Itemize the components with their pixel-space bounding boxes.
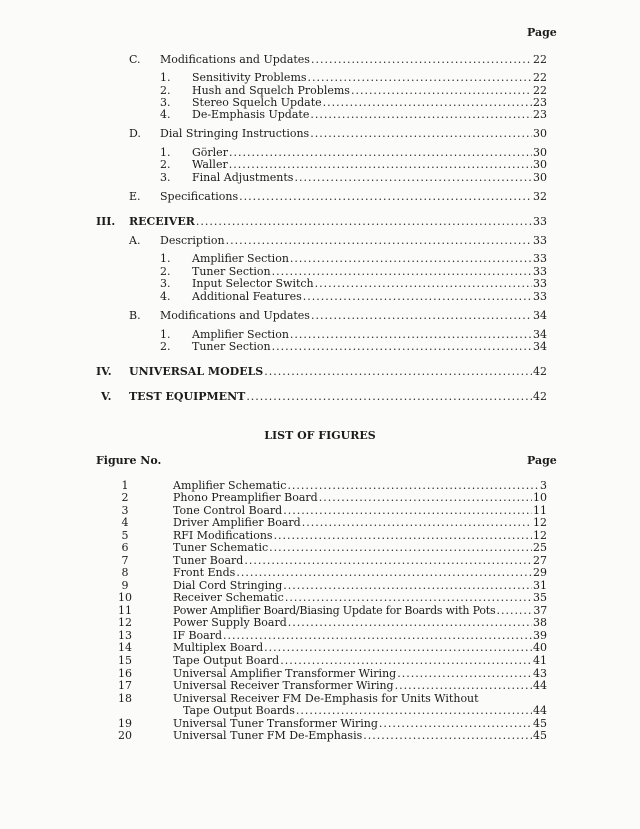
figure-entry — [173, 591, 547, 604]
toc-entry-title: Tuner Section — [192, 340, 271, 353]
figure-title: Universal Tuner Transformer Wiring — [173, 717, 378, 730]
toc-entry-title: Amplifier Section — [192, 328, 289, 341]
list-of-figures-heading: LIST OF FIGURES — [264, 429, 376, 442]
figure-number: 16 — [118, 667, 132, 680]
leader-dots — [272, 340, 532, 353]
toc-entry-title: Sensitivity Problems — [192, 71, 307, 84]
figure-page: 11 — [533, 504, 547, 517]
section-letter: C. — [129, 53, 141, 66]
figure-title: Tone Control Board — [173, 504, 283, 517]
leader-dots — [239, 190, 532, 203]
toc-entry-title: Modifications and Updates — [160, 309, 310, 322]
figure-page: 44 — [533, 704, 547, 717]
figure-number: 8 — [121, 566, 129, 579]
toc-entry-title: Specifications — [160, 190, 239, 203]
item-number: 3. — [160, 171, 171, 184]
toc-entry-title: Tuner Section — [192, 265, 271, 278]
figure-number: 3 — [121, 504, 129, 517]
figure-page: 31 — [533, 579, 547, 592]
figure-title: Tuner Schematic — [173, 541, 269, 554]
figure-page: 12 — [533, 529, 547, 542]
toc-entry — [192, 252, 547, 265]
leader-dots — [290, 252, 532, 265]
figure-title: Universal Amplifier Transformer Wiring — [173, 667, 397, 680]
toc-entry-page: 22 — [533, 84, 547, 97]
toc-entry — [192, 277, 547, 290]
toc-entry-title: RECEIVER — [129, 215, 195, 228]
figure-number: 18 — [118, 692, 132, 705]
toc-entry — [160, 234, 547, 247]
toc-entry-page: 30 — [533, 171, 547, 184]
leader-dots — [302, 516, 532, 529]
figure-title: Tuner Board — [173, 554, 244, 567]
leader-dots — [285, 591, 532, 604]
figure-number: 7 — [121, 554, 129, 567]
figure-page: 38 — [533, 616, 547, 629]
leader-dots — [311, 309, 532, 322]
leader-dots — [395, 679, 532, 692]
toc-entry-page: 30 — [533, 158, 547, 171]
toc-entry — [160, 309, 547, 322]
figure-page: 39 — [533, 629, 547, 642]
figure-entry — [173, 516, 547, 529]
leader-dots — [246, 390, 532, 403]
toc-entry-page: 32 — [533, 190, 547, 203]
figure-page: 10 — [533, 491, 547, 504]
leader-dots — [308, 71, 532, 84]
figure-title: Amplifier Schematic — [173, 479, 287, 492]
figure-number: 4 — [121, 516, 129, 529]
figure-title: Driver Amplifier Board — [173, 516, 301, 529]
toc-entry-page: 23 — [533, 108, 547, 121]
toc-entry-page: 34 — [533, 309, 547, 322]
toc-entry-title: Description — [160, 234, 225, 247]
figure-number: 9 — [121, 579, 129, 592]
figure-number: 11 — [118, 604, 132, 617]
item-number: 2. — [160, 340, 171, 353]
item-number: 1. — [160, 252, 171, 265]
toc-entry-page: 33 — [533, 290, 547, 303]
toc-entry — [192, 158, 547, 171]
toc-entry-title: TEST EQUIPMENT — [129, 390, 246, 403]
toc-entry-page: 34 — [533, 328, 547, 341]
leader-dots — [288, 616, 532, 629]
toc-entry — [160, 53, 547, 66]
figure-title: Universal Receiver FM De-Emphasis for Units Without — [173, 692, 479, 705]
figure-page: 40 — [533, 641, 547, 654]
figure-title: Tape Output Board — [173, 654, 280, 667]
figure-title: Multiplex Board — [173, 641, 264, 654]
figure-entry — [173, 616, 547, 629]
toc-entry-page: 42 — [533, 390, 547, 403]
figure-title: Universal Receiver Transformer Wiring — [173, 679, 394, 692]
leader-dots — [311, 53, 532, 66]
figure-title: Power Amplifier Board/Biasing Update for Boards with Pots — [173, 604, 496, 617]
section-letter: E. — [129, 190, 141, 203]
figure-number: 13 — [118, 629, 132, 642]
toc-entry-page: 22 — [533, 71, 547, 84]
leader-dots — [296, 704, 532, 717]
figure-page: 41 — [533, 654, 547, 667]
toc-part-entry — [129, 390, 547, 403]
item-number: 1. — [160, 71, 171, 84]
item-number: 2. — [160, 84, 171, 97]
figure-number: 12 — [118, 616, 132, 629]
figure-number: 14 — [118, 641, 132, 654]
item-number: 3. — [160, 277, 171, 290]
toc-entry — [160, 190, 547, 203]
toc-entry-title: Additional Features — [192, 290, 302, 303]
figure-number: 6 — [121, 541, 129, 554]
leader-dots — [269, 541, 532, 554]
part-numeral: III. — [96, 215, 116, 228]
figure-title: Receiver Schematic — [173, 591, 284, 604]
item-number: 4. — [160, 290, 171, 303]
figure-number: 5 — [121, 529, 129, 542]
figure-page: 27 — [533, 554, 547, 567]
toc-entry-page: 33 — [533, 215, 547, 228]
toc-entry-title: De-Emphasis Update — [192, 108, 310, 121]
figure-title: Front Ends — [173, 566, 236, 579]
figure-page-column-label: Page — [527, 454, 557, 467]
toc-entry-page: 22 — [533, 53, 547, 66]
leader-dots — [319, 491, 532, 504]
toc-part-entry — [129, 215, 547, 228]
toc-entry-title: Stereo Squelch Update — [192, 96, 322, 109]
leader-dots — [226, 234, 532, 247]
toc-entry-title: Amplifier Section — [192, 252, 289, 265]
figure-title: Dial Cord Stringing — [173, 579, 283, 592]
leader-dots — [229, 158, 532, 171]
figure-page: 43 — [533, 667, 547, 680]
figure-entry — [173, 729, 547, 742]
figure-title: Phono Preamplifier Board — [173, 491, 318, 504]
figure-title: Universal Tuner FM De-Emphasis — [173, 729, 363, 742]
leader-dots — [294, 171, 532, 184]
page-column-label: Page — [527, 26, 557, 39]
figure-page: 12 — [533, 516, 547, 529]
item-number: 2. — [160, 158, 171, 171]
figure-number: 15 — [118, 654, 132, 667]
figure-entry — [183, 704, 547, 717]
figure-number: 17 — [118, 679, 132, 692]
figure-number: 2 — [121, 491, 129, 504]
toc-entry-page: 33 — [533, 265, 547, 278]
toc-entry-title: Final Adjustments — [192, 171, 294, 184]
toc-entry — [192, 108, 547, 121]
toc-entry-title: UNIVERSAL MODELS — [129, 365, 264, 378]
toc-entry-page: 33 — [533, 277, 547, 290]
figure-number: 1 — [121, 479, 129, 492]
toc-entry — [192, 71, 547, 84]
toc-entry-title: Modifications and Updates — [160, 53, 310, 66]
toc-entry-title: Dial Stringing Instructions — [160, 127, 310, 140]
item-number: 3. — [160, 96, 171, 109]
figure-title-continued: Tape Output Boards — [183, 704, 295, 717]
toc-entry-page: 33 — [533, 234, 547, 247]
toc-entry-page: 42 — [533, 365, 547, 378]
toc-entry-title: Waller — [192, 158, 228, 171]
leader-dots — [264, 641, 532, 654]
section-letter: D. — [129, 127, 141, 140]
section-letter: A. — [129, 234, 141, 247]
leader-dots — [310, 127, 532, 140]
leader-dots — [310, 108, 532, 121]
leader-dots — [303, 290, 532, 303]
figure-entry — [173, 541, 547, 554]
figure-page: 45 — [533, 729, 547, 742]
toc-entry-title: Hush and Squelch Problems — [192, 84, 350, 97]
toc-entry-title: Input Selector Switch — [192, 277, 314, 290]
figure-entry — [173, 491, 547, 504]
toc-entry — [192, 340, 547, 353]
toc-entry-title: Görler — [192, 146, 228, 159]
figure-number: 20 — [118, 729, 132, 742]
figure-page: 25 — [533, 541, 547, 554]
figure-number: 19 — [118, 717, 132, 730]
figure-page: 3 — [540, 479, 547, 492]
leader-dots — [280, 654, 532, 667]
figure-page: 45 — [533, 717, 547, 730]
leader-dots — [363, 729, 532, 742]
figure-title: RFI Modifications — [173, 529, 273, 542]
item-number: 1. — [160, 328, 171, 341]
leader-dots — [196, 215, 532, 228]
figure-entry — [173, 654, 547, 667]
item-number: 1. — [160, 146, 171, 159]
toc-entry-page: 30 — [533, 146, 547, 159]
toc-entry — [192, 290, 547, 303]
toc-entry — [160, 127, 547, 140]
toc-entry — [192, 171, 547, 184]
figure-page: 44 — [533, 679, 547, 692]
toc-part-entry — [129, 365, 547, 378]
figure-entry — [173, 641, 547, 654]
leader-dots — [315, 277, 532, 290]
part-numeral: IV. — [96, 365, 112, 378]
figure-title: IF Board — [173, 629, 223, 642]
figure-page: 29 — [533, 566, 547, 579]
item-number: 2. — [160, 265, 171, 278]
figure-number: 10 — [118, 591, 132, 604]
item-number: 4. — [160, 108, 171, 121]
toc-entry-page: 34 — [533, 340, 547, 353]
figure-page: 35 — [533, 591, 547, 604]
section-letter: B. — [129, 309, 141, 322]
figure-page: 37 — [533, 604, 547, 617]
figure-title: Power Supply Board — [173, 616, 287, 629]
figure-entry — [173, 679, 547, 692]
toc-entry-page: 23 — [533, 96, 547, 109]
figure-number-column-label: Figure No. — [96, 454, 162, 467]
leader-dots — [264, 365, 532, 378]
toc-entry-page: 33 — [533, 252, 547, 265]
leader-dots — [236, 566, 532, 579]
toc-entry-page: 30 — [533, 127, 547, 140]
part-numeral: V. — [101, 390, 112, 403]
figure-entry — [173, 566, 547, 579]
